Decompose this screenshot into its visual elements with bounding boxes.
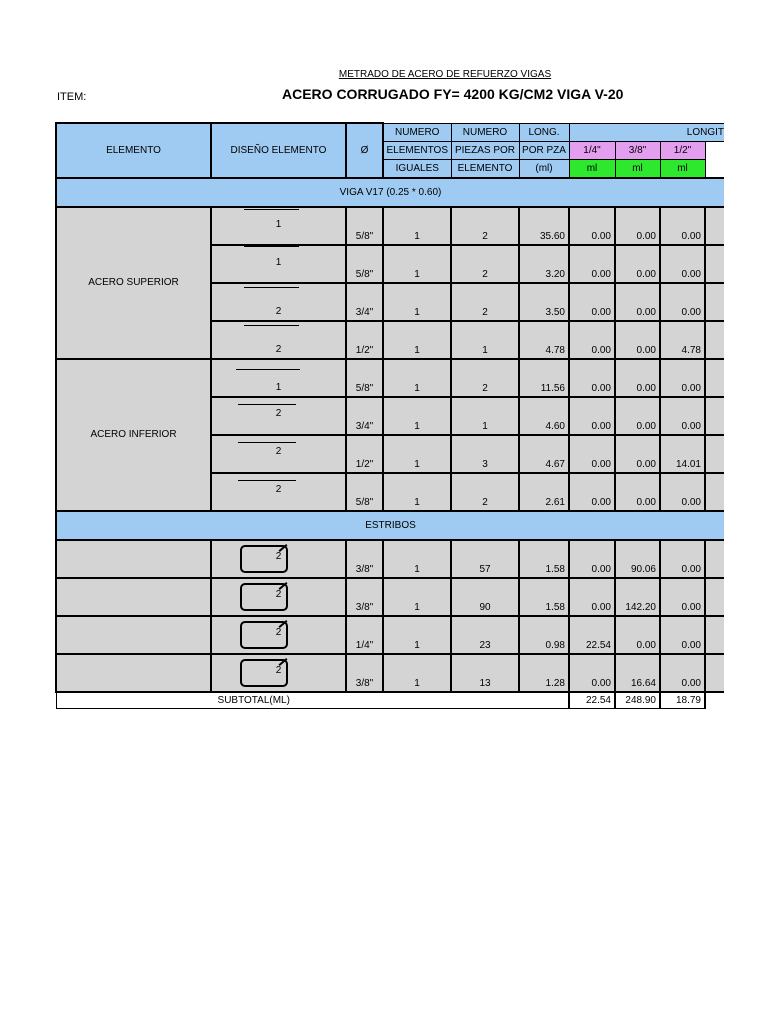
len-38-cell: 0.00 <box>615 616 660 654</box>
len-12-cell: 0.00 <box>660 616 705 654</box>
piezas-cell: 2 <box>451 473 519 511</box>
iguales-cell: 1 <box>383 321 451 359</box>
long-cell: 4.60 <box>519 397 569 435</box>
estribo-element-cell <box>56 616 211 654</box>
design-number: 2 <box>275 588 282 600</box>
section-viga: VIGA V17 (0.25 * 0.60) <box>56 178 724 207</box>
piezas-cell: 1 <box>451 397 519 435</box>
diam-cell: 3/8" <box>346 654 383 692</box>
len-12-cell: 0.00 <box>660 207 705 245</box>
long-cell: 11.56 <box>519 359 569 397</box>
design-cell <box>211 283 346 321</box>
bar-line <box>236 369 300 370</box>
section-estribos: ESTRIBOS <box>56 511 724 540</box>
group-acero-superior: ACERO SUPERIOR <box>56 207 211 359</box>
col-iguales-header-1: NUMERO <box>383 123 451 141</box>
design-number: 2 <box>275 343 282 355</box>
len-38-cell: 0.00 <box>615 473 660 511</box>
diam-cell: 3/4" <box>346 283 383 321</box>
col-longit-header: LONGIT <box>569 123 724 141</box>
col-piezas-header-1: NUMERO <box>451 123 519 141</box>
len-38-cell: 0.00 <box>615 321 660 359</box>
col-long-header-3: (ml) <box>519 159 569 178</box>
col-long-header-1: LONG. <box>519 123 569 141</box>
len-12-cell: 0.00 <box>660 397 705 435</box>
design-cell <box>211 578 346 616</box>
design-number: 2 <box>275 550 282 562</box>
diam-cell: 3/8" <box>346 578 383 616</box>
len-12-cell: 4.78 <box>660 321 705 359</box>
col-piezas-header-2: PIEZAS POR <box>451 141 519 159</box>
piezas-cell: 90 <box>451 578 519 616</box>
diam-cell: 5/8" <box>346 245 383 283</box>
table-row <box>56 540 724 578</box>
table-row <box>56 616 724 654</box>
design-cell <box>211 435 346 473</box>
long-cell: 1.58 <box>519 578 569 616</box>
diam-cell: 5/8" <box>346 473 383 511</box>
len-12-cell: 0.00 <box>660 473 705 511</box>
piezas-cell: 1 <box>451 321 519 359</box>
unit-header-38: ml <box>615 159 660 178</box>
len-14-cell: 0.00 <box>569 397 615 435</box>
len-38-cell: 0.00 <box>615 207 660 245</box>
len-38-cell: 0.00 <box>615 245 660 283</box>
design-cell <box>211 359 346 397</box>
bar-line <box>244 209 299 210</box>
long-cell: 35.60 <box>519 207 569 245</box>
col-diseno-header: DISEÑO ELEMENTO <box>211 123 346 178</box>
subtotal-label: SUBTOTAL(ML) <box>56 692 451 709</box>
len-12-cell: 0.00 <box>660 359 705 397</box>
diam-cell: 3/4" <box>346 397 383 435</box>
design-cell <box>211 616 346 654</box>
long-cell: 4.67 <box>519 435 569 473</box>
iguales-cell: 1 <box>383 283 451 321</box>
design-cell <box>211 654 346 692</box>
design-number: 2 <box>275 445 282 457</box>
iguales-cell: 1 <box>383 540 451 578</box>
diam-cell: 5/8" <box>346 359 383 397</box>
iguales-cell: 1 <box>383 245 451 283</box>
iguales-cell: 1 <box>383 207 451 245</box>
unit-header-12: ml <box>660 159 705 178</box>
len-14-cell: 0.00 <box>569 321 615 359</box>
len-12-cell: 0.00 <box>660 540 705 578</box>
design-cell <box>211 321 346 359</box>
design-number: 1 <box>275 381 282 393</box>
col-iguales-header-2: ELEMENTOS <box>383 141 451 159</box>
sheet-title: ACERO CORRUGADO FY= 4200 KG/CM2 VIGA V-20 <box>282 86 624 102</box>
design-number: 2 <box>275 483 282 495</box>
bar-line <box>244 246 299 247</box>
sheet-subtitle: METRADO DE ACERO DE REFUERZO VIGAS <box>338 69 552 80</box>
len-38-cell: 0.00 <box>615 359 660 397</box>
long-cell: 0.98 <box>519 616 569 654</box>
len-14-cell: 0.00 <box>569 473 615 511</box>
group-acero-inferior: ACERO INFERIOR <box>56 359 211 511</box>
design-number: 2 <box>275 305 282 317</box>
estribo-element-cell <box>56 578 211 616</box>
long-cell: 3.50 <box>519 283 569 321</box>
table-row <box>56 578 724 616</box>
table-row <box>56 654 724 692</box>
design-cell <box>211 540 346 578</box>
col-long-header-2: POR PZA <box>519 141 569 159</box>
iguales-cell: 1 <box>383 654 451 692</box>
design-number: 1 <box>275 256 282 268</box>
diam-cell: 1/4" <box>346 616 383 654</box>
unit-header-14: ml <box>569 159 615 178</box>
design-number: 2 <box>275 664 282 676</box>
len-12-cell: 0.00 <box>660 283 705 321</box>
len-14-cell: 0.00 <box>569 207 615 245</box>
iguales-cell: 1 <box>383 435 451 473</box>
size-header-38: 3/8" <box>615 141 660 159</box>
col-piezas-header-3: ELEMENTO <box>451 159 519 178</box>
subtotal-row <box>56 692 724 709</box>
design-cell <box>211 473 346 511</box>
len-12-cell: 0.00 <box>660 654 705 692</box>
col-elemento-header: ELEMENTO <box>56 123 211 178</box>
len-38-cell: 90.06 <box>615 540 660 578</box>
bar-line <box>244 287 299 288</box>
subtotal-14: 22.54 <box>569 692 615 709</box>
iguales-cell: 1 <box>383 616 451 654</box>
iguales-cell: 1 <box>383 397 451 435</box>
bar-line <box>238 480 296 481</box>
len-38-cell: 142.20 <box>615 578 660 616</box>
design-number: 2 <box>275 626 282 638</box>
len-38-cell: 0.00 <box>615 397 660 435</box>
long-cell: 3.20 <box>519 245 569 283</box>
len-12-cell: 0.00 <box>660 245 705 283</box>
long-cell: 1.28 <box>519 654 569 692</box>
item-label: ITEM: <box>57 91 87 103</box>
len-12-cell: 14.01 <box>660 435 705 473</box>
design-cell <box>211 397 346 435</box>
piezas-cell: 2 <box>451 245 519 283</box>
piezas-cell: 2 <box>451 283 519 321</box>
piezas-cell: 13 <box>451 654 519 692</box>
diam-cell: 3/8" <box>346 540 383 578</box>
size-header-12: 1/2" <box>660 141 705 159</box>
len-38-cell: 0.00 <box>615 283 660 321</box>
bar-line <box>244 325 299 326</box>
col-diam-header: Ø <box>346 123 383 178</box>
len-38-cell: 16.64 <box>615 654 660 692</box>
bar-line <box>238 404 296 405</box>
design-number: 1 <box>275 218 282 230</box>
design-cell <box>211 245 346 283</box>
len-14-cell: 0.00 <box>569 435 615 473</box>
table-row <box>56 207 724 245</box>
piezas-cell: 23 <box>451 616 519 654</box>
len-14-cell: 0.00 <box>569 359 615 397</box>
long-cell: 2.61 <box>519 473 569 511</box>
diam-cell: 1/2" <box>346 321 383 359</box>
subtotal-38: 248.90 <box>615 692 660 709</box>
len-14-cell: 0.00 <box>569 578 615 616</box>
len-14-cell: 0.00 <box>569 654 615 692</box>
design-cell <box>211 207 346 245</box>
len-14-cell: 0.00 <box>569 245 615 283</box>
len-14-cell: 0.00 <box>569 283 615 321</box>
design-number: 2 <box>275 407 282 419</box>
iguales-cell: 1 <box>383 359 451 397</box>
len-14-cell: 0.00 <box>569 540 615 578</box>
subtotal-12: 18.79 <box>660 692 705 709</box>
metrado-table <box>55 122 724 709</box>
len-14-cell: 22.54 <box>569 616 615 654</box>
piezas-cell: 3 <box>451 435 519 473</box>
piezas-cell: 2 <box>451 359 519 397</box>
diam-cell: 5/8" <box>346 207 383 245</box>
piezas-cell: 57 <box>451 540 519 578</box>
long-cell: 1.58 <box>519 540 569 578</box>
iguales-cell: 1 <box>383 473 451 511</box>
bar-line <box>238 442 296 443</box>
iguales-cell: 1 <box>383 578 451 616</box>
piezas-cell: 2 <box>451 207 519 245</box>
estribo-element-cell <box>56 654 211 692</box>
len-38-cell: 0.00 <box>615 435 660 473</box>
estribo-element-cell <box>56 540 211 578</box>
diam-cell: 1/2" <box>346 435 383 473</box>
len-12-cell: 0.00 <box>660 578 705 616</box>
col-iguales-header-3: IGUALES <box>383 159 451 178</box>
size-header-14: 1/4" <box>569 141 615 159</box>
table-row <box>56 359 724 397</box>
long-cell: 4.78 <box>519 321 569 359</box>
